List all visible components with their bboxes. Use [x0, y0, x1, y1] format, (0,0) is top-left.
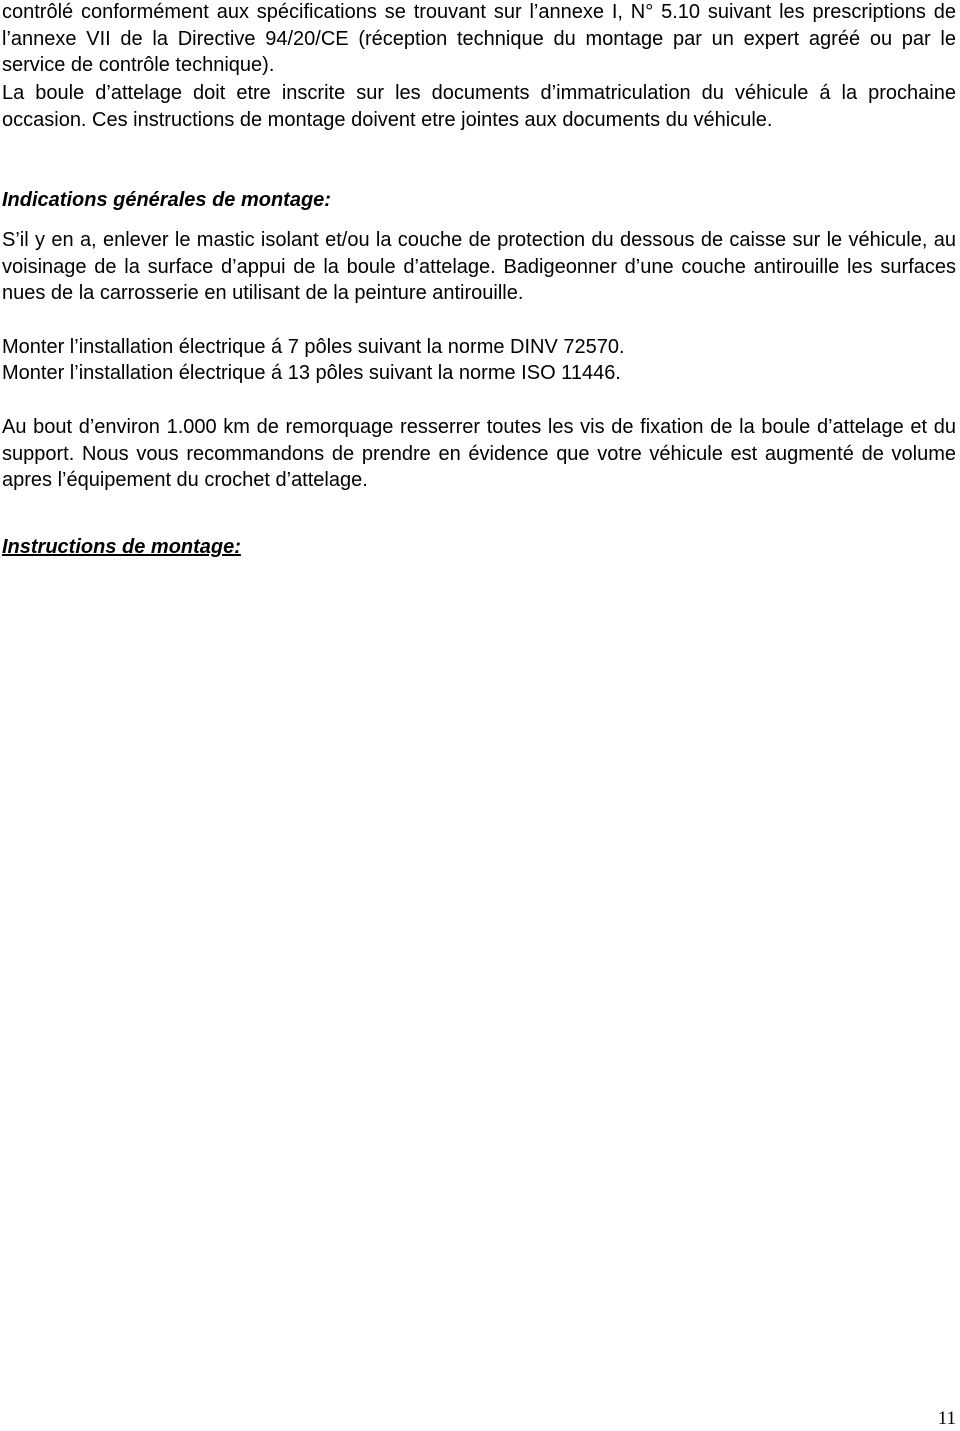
paragraph-electric-7-poles: Monter l’installation électrique á 7 pôles suivant la norme DINV 72570. — [2, 336, 625, 358]
paragraph-electric-13-poles: Monter l’installation électrique á 13 pôles suivant la norme ISO 11446. — [2, 362, 621, 384]
heading-general-indications: Indications générales de montage: — [2, 189, 331, 211]
paragraph-registration: La boule d’attelage doit etre inscrite sur les documents d’immatriculation du véhicule á la prochaine occasion. Ces instructions de montage doivent etre jointes aux documents du véhicule. — [2, 82, 956, 131]
paragraph-approval: contrôlé conformément aux spécifications se trouvant sur l’annexe I, N° 5.10 suivant les prescriptions de l’annexe VII de la Directive 94/20/CE (réception technique du montage par un expert agréé ou par le service de contrôle technique). — [2, 1, 956, 76]
page-number: 11 — [937, 1408, 956, 1429]
paragraph-retighten: Au bout d’environ 1.000 km de remorquage resserrer toutes les vis de fixation de la boule d’attelage et du support. Nous vous recommandons de prendre en évidence que votre véhicule est augmenté de volume apres l’équipement du crochet d’attelage. — [2, 416, 956, 491]
heading-instructions: Instructions de montage: — [2, 536, 241, 558]
paragraph-mastic: S’il y en a, enlever le mastic isolant et/ou la couche de protection du dessous de caisse sur le véhicule, au voisinage de la surface d’appui de la boule d’attelage. Badigeonner d’une couche antirouille les surfaces nues de la carrosserie en utilisant de la peinture antirouille. — [2, 229, 956, 304]
